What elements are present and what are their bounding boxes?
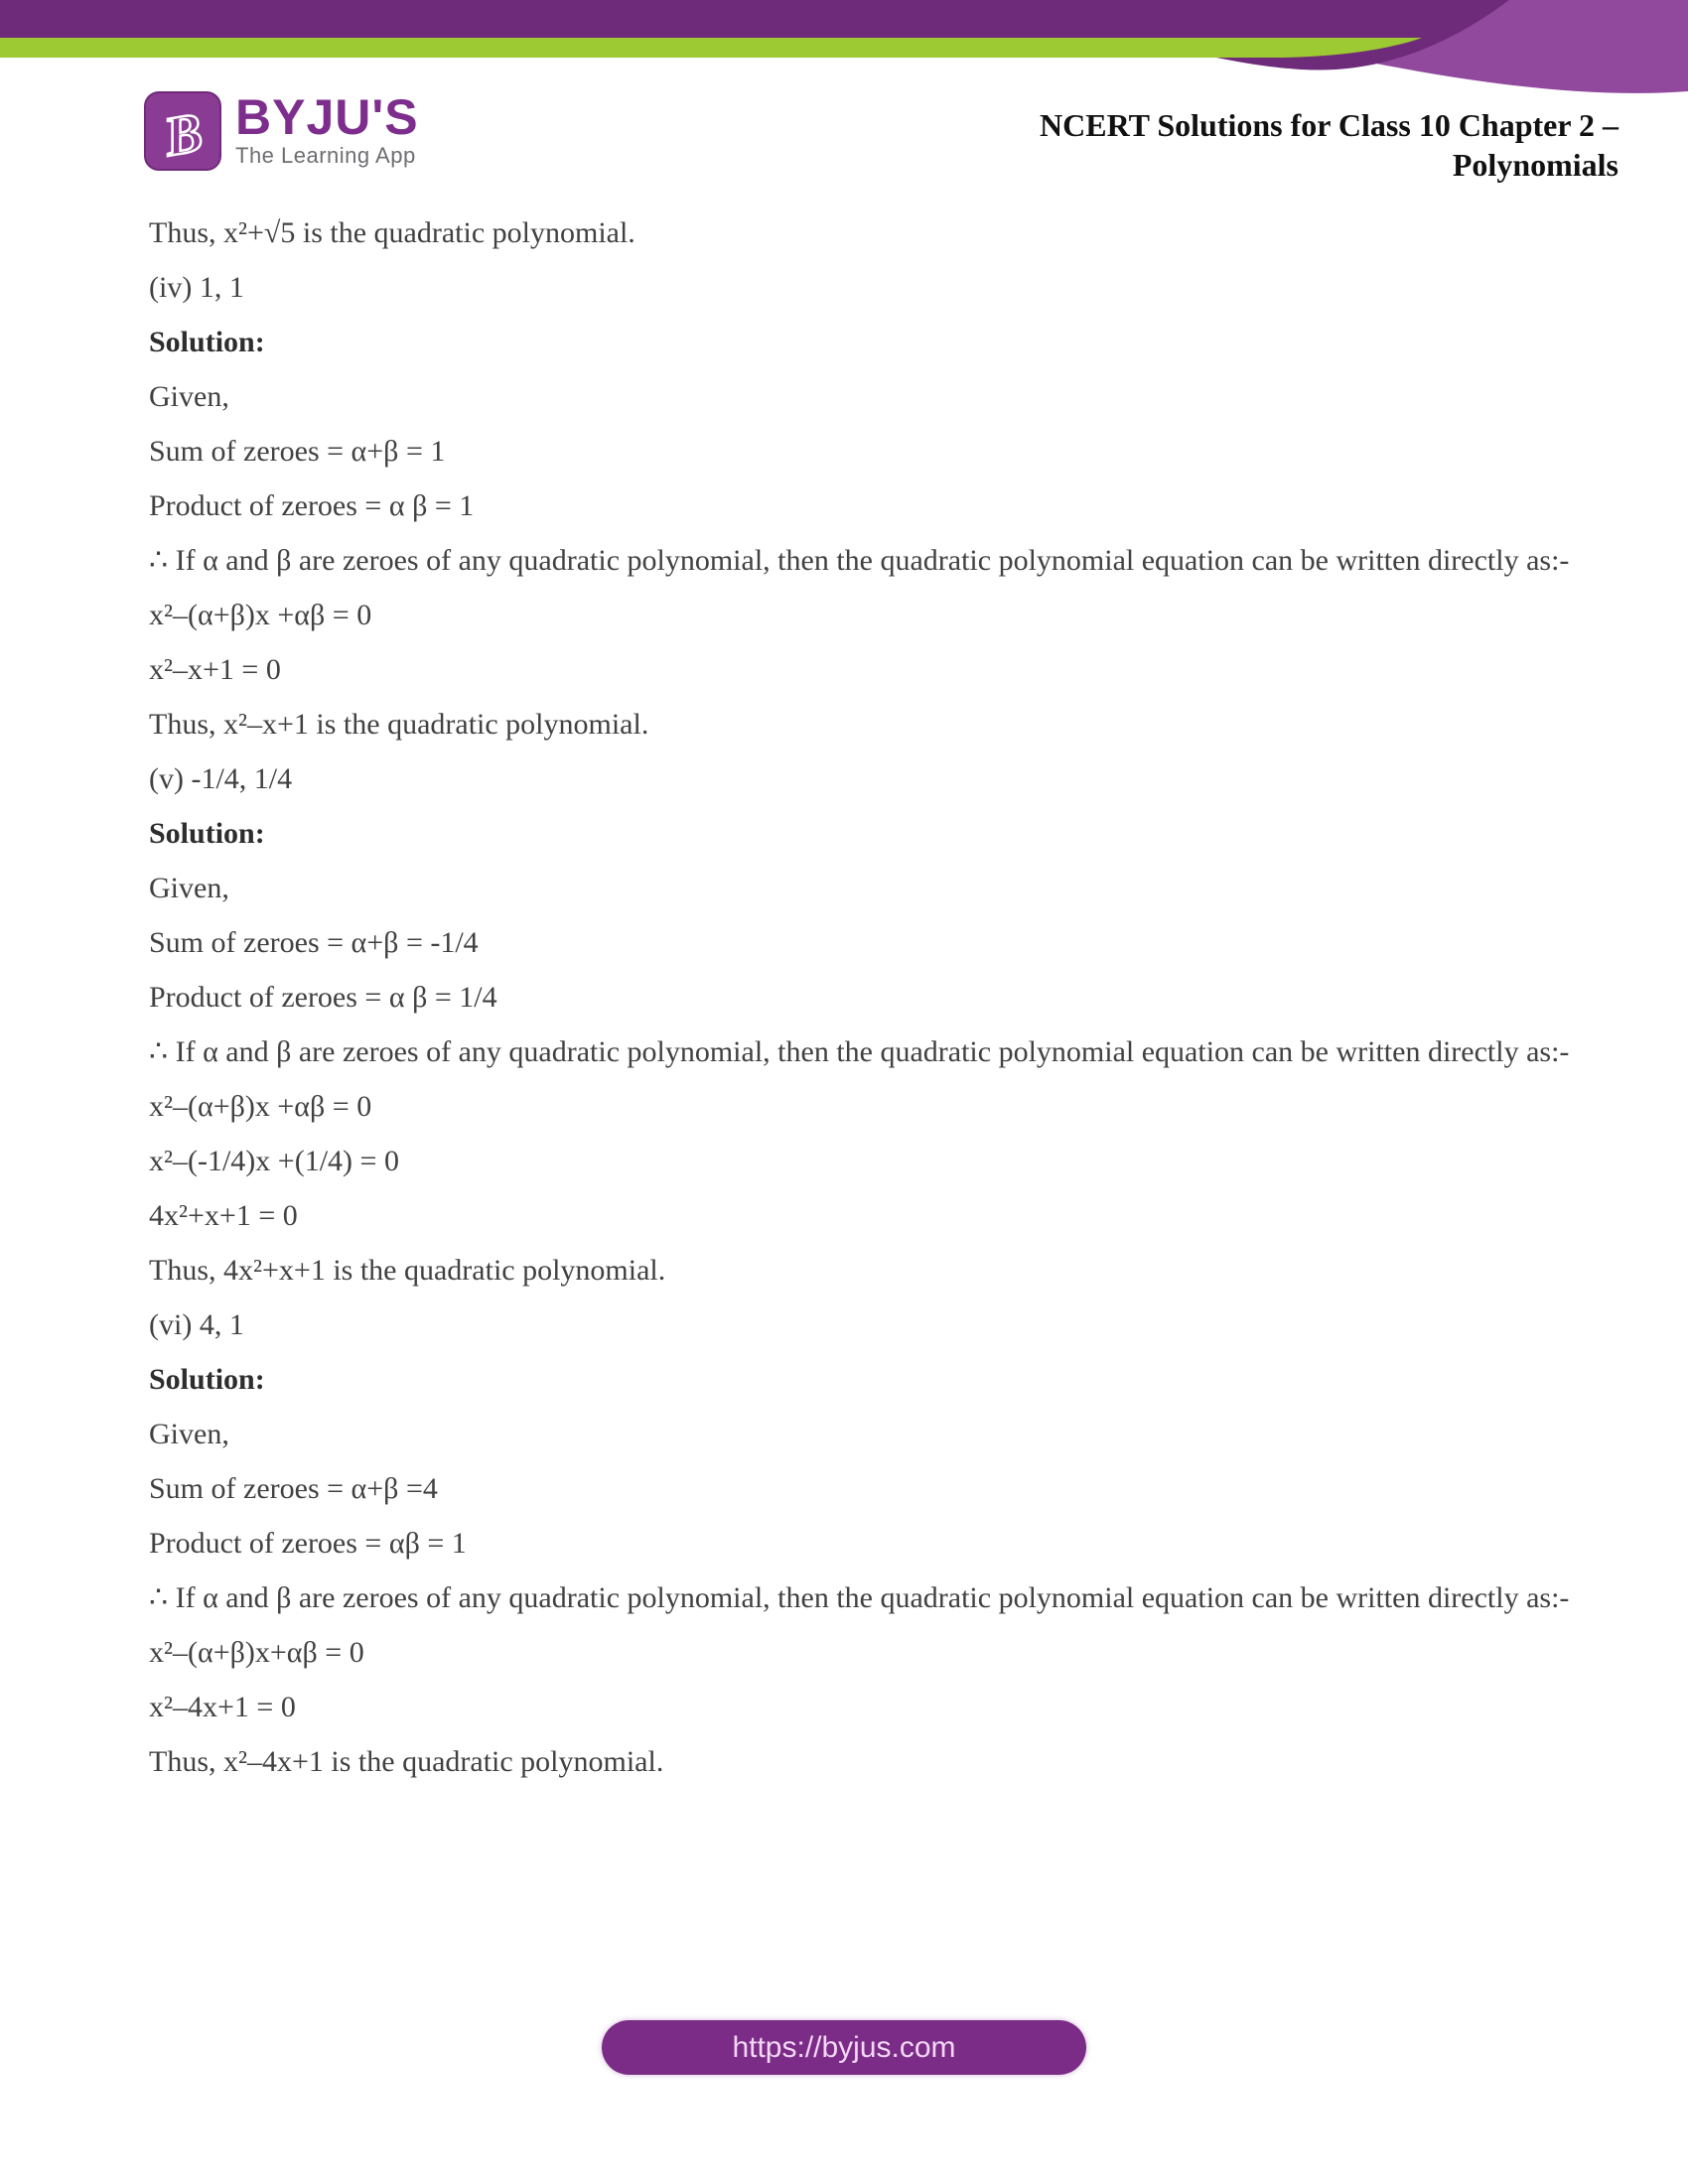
svg-text:B: B [160, 101, 208, 169]
text-line: Solution: [149, 1363, 265, 1396]
text-line: ∴ If α and β are zeroes of any quadratic polynomial, then the quadratic polynomial equation can be written directly as:- [149, 544, 1570, 577]
text-line: Solution: [149, 817, 265, 850]
byjus-b-icon [144, 91, 221, 171]
byjus-url-button[interactable] [602, 2020, 1086, 2075]
banner-green-stripe [0, 38, 1422, 58]
byjus-tagline: The Learning App [235, 143, 416, 168]
text-line: Solution: [149, 326, 265, 358]
text-line: 4x²+x+1 = 0 [149, 1199, 298, 1232]
byjus-logo-text [235, 91, 419, 169]
text-line: ∴ If α and β are zeroes of any quadratic polynomial, then the quadratic polynomial equation can be written directly as:- [149, 1035, 1570, 1068]
text-line: ∴ If α and β are zeroes of any quadratic polynomial, then the quadratic polynomial equation can be written directly as:- [149, 1581, 1570, 1614]
page-title [864, 105, 1618, 185]
text-line: Given, [149, 872, 229, 904]
text-line: (iv) 1, 1 [149, 271, 244, 304]
page-title-line2: Polynomials [1452, 147, 1618, 183]
text-line: Thus, x²–4x+1 is the quadratic polynomial. [149, 1745, 664, 1778]
text-line: x²–(α+β)x +αβ = 0 [149, 599, 372, 631]
text-line: Thus, 4x²+x+1 is the quadratic polynomial. [149, 1254, 666, 1287]
text-line: Sum of zeroes = α+β = -1/4 [149, 926, 479, 959]
text-line: (vi) 4, 1 [149, 1308, 244, 1341]
text-line: Product of zeroes = αβ = 1 [149, 1527, 467, 1560]
text-line: Product of zeroes = α β = 1 [149, 489, 475, 522]
text-line: x²–(-1/4)x +(1/4) = 0 [149, 1145, 399, 1177]
text-line: x²–(α+β)x +αβ = 0 [149, 1090, 372, 1123]
text-line: Sum of zeroes = α+β =4 [149, 1472, 438, 1505]
text-line: x²–x+1 = 0 [149, 653, 281, 686]
byjus-logo [144, 91, 419, 171]
text-line: (v) -1/4, 1/4 [149, 762, 293, 795]
byjus-wordmark: BYJU'S [235, 89, 419, 145]
text-line: Sum of zeroes = α+β = 1 [149, 435, 446, 468]
text-line: Product of zeroes = α β = 1/4 [149, 981, 497, 1014]
text-line: Thus, x²–x+1 is the quadratic polynomial. [149, 708, 649, 741]
text-line: Given, [149, 1418, 229, 1450]
page-title-line1: NCERT Solutions for Class 10 Chapter 2 – [1040, 107, 1618, 143]
text-line: x²–(α+β)x+αβ = 0 [149, 1636, 364, 1669]
byjus-url-label: https://byjus.com [732, 2030, 956, 2064]
text-line: x²–4x+1 = 0 [149, 1691, 296, 1723]
text-line: Thus, x²+√5 is the quadratic polynomial. [149, 216, 635, 249]
document-lines [149, 205, 1570, 1789]
text-line: Given, [149, 380, 229, 413]
banner-dark-purple-band [0, 0, 1509, 70]
